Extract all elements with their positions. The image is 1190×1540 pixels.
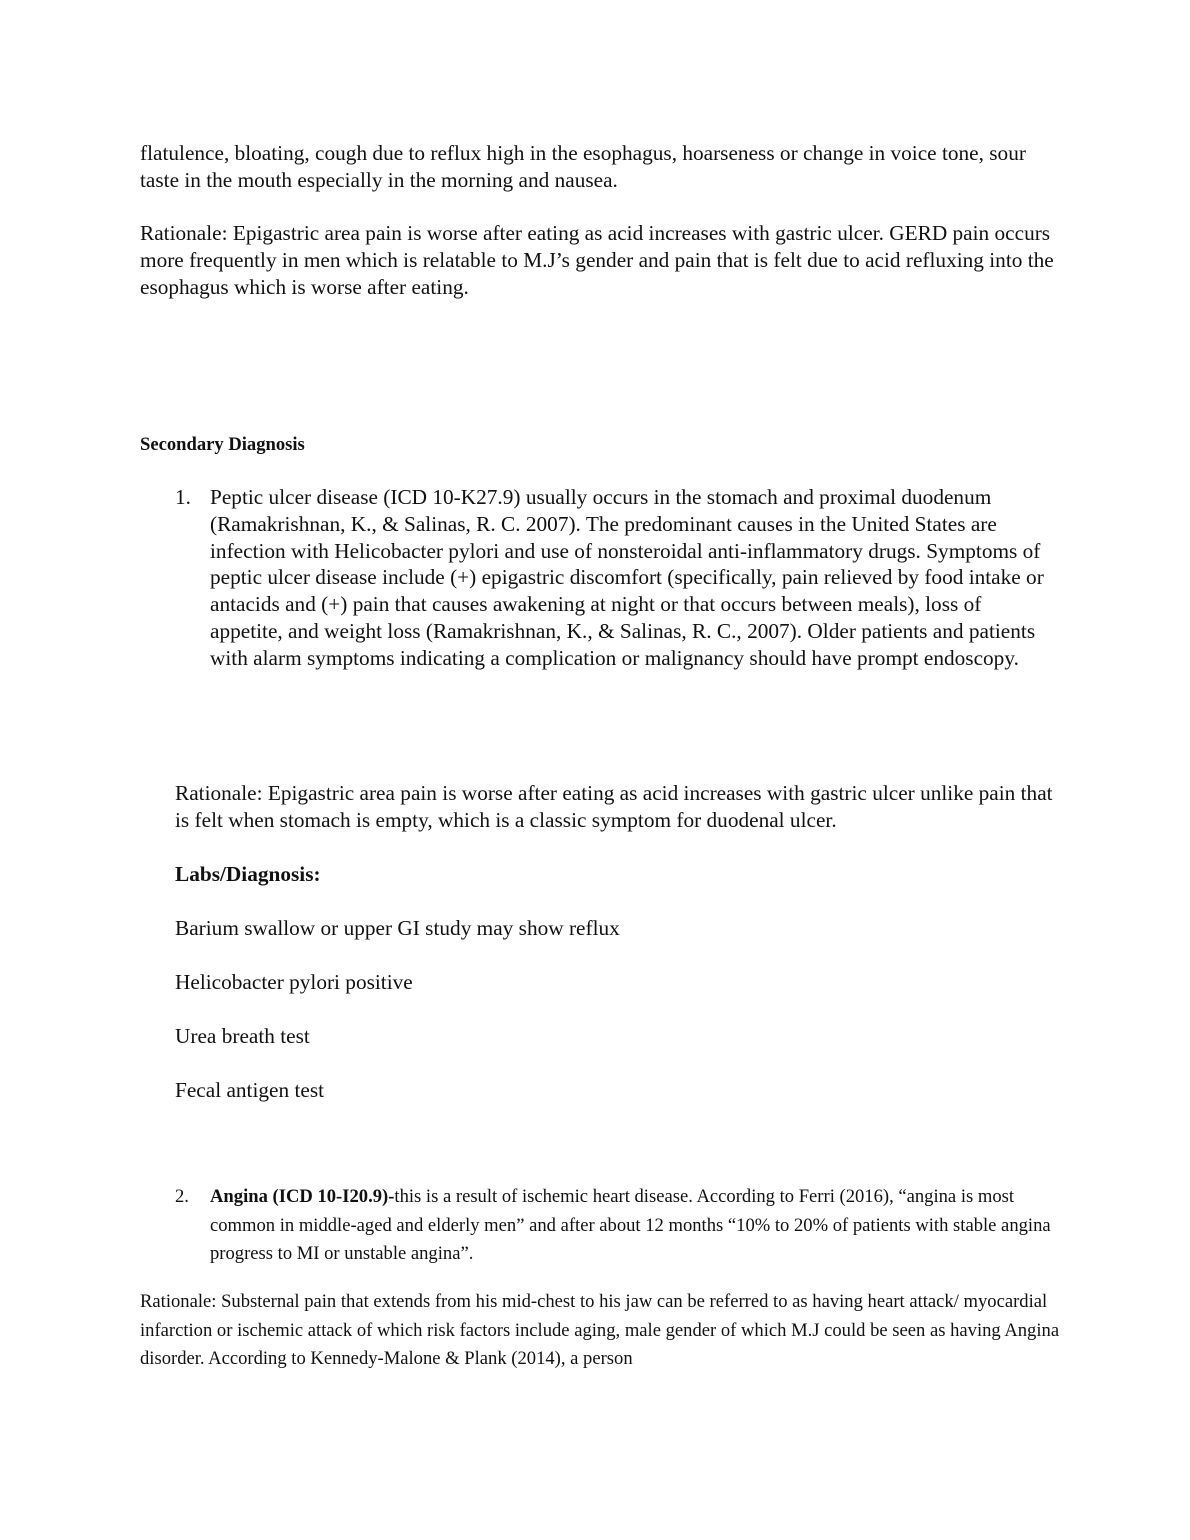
angina-description: this is a result of ischemic heart disease. According to Ferri (2016), “angina is most common in middle-aged and elderly men” and after about 12 months “10% to 20% of patients with stable angina progress to MI or unstable angina”. <box>210 1186 1051 1264</box>
list-item-number: 1. <box>175 485 191 509</box>
rationale-peptic-ulcer-paragraph: Rationale: Epigastric area pain is worse after eating as acid increases with gastric ulcer unlike pain that is felt when stomach is empty, which is a classic symptom for duodenal ulcer. <box>175 781 1053 832</box>
rationale-angina-paragraph: Rationale: Substernal pain that extends from his mid-chest to his jaw can be referred to as having heart attack/ myocardial infarction or ischemic attack of which risk factors include aging, male gender of which M.J could be seen as having Angina disorder. According to Kennedy-Malone & Plank (2014), a person <box>140 1291 1060 1369</box>
rationale-primary-paragraph: Rationale: Epigastric area pain is worse after eating as acid increases with gastric ulcer. GERD pain occurs more frequently in men which is relatable to M.J’s gender and pain that is felt due to acid refluxing into the esophagus which is worse after eating. <box>140 221 1054 299</box>
list-item-text: Peptic ulcer disease (ICD 10-K27.9) usually occurs in the stomach and proximal duodenum (Ramakrishnan, K., & Salinas, R. C. 2007). The predominant causes in the United States are infection with Helicobacter pylori and use of nonsteroidal anti-inflammatory drugs. Symptoms of peptic ulcer disease include (+) epigastric discomfort (specifically, pain relieved by food intake or antacids and (+) pain that causes awakening at night or that occurs between meals), loss of appetite, and weight loss (Ramakrishnan, K., & Salinas, R. C., 2007). Older patients and patients with alarm symptoms indicating a complication or malignancy should have prompt endoscopy. <box>210 485 1044 670</box>
labs-diagnosis-heading: Labs/Diagnosis: <box>175 862 321 886</box>
lab-item: Fecal antigen test <box>175 1078 325 1102</box>
angina-bold-lead: Angina (ICD 10-I20.9)- <box>210 1186 395 1207</box>
list-item-number: 2. <box>175 1186 189 1207</box>
lab-item: Helicobacter pylori positive <box>175 970 413 994</box>
list-item-angina <box>175 1183 1055 1269</box>
secondary-diagnosis-heading: Secondary Diagnosis <box>140 434 305 455</box>
list-item-peptic-ulcer <box>175 484 1055 672</box>
list-item-text <box>210 1183 1055 1269</box>
intro-paragraph: flatulence, bloating, cough due to reflux high in the esophagus, hoarseness or change in voice tone, sour taste in the mouth especially in the morning and nausea. <box>140 141 1026 192</box>
lab-item: Urea breath test <box>175 1024 310 1048</box>
lab-item: Barium swallow or upper GI study may show reflux <box>175 916 620 940</box>
